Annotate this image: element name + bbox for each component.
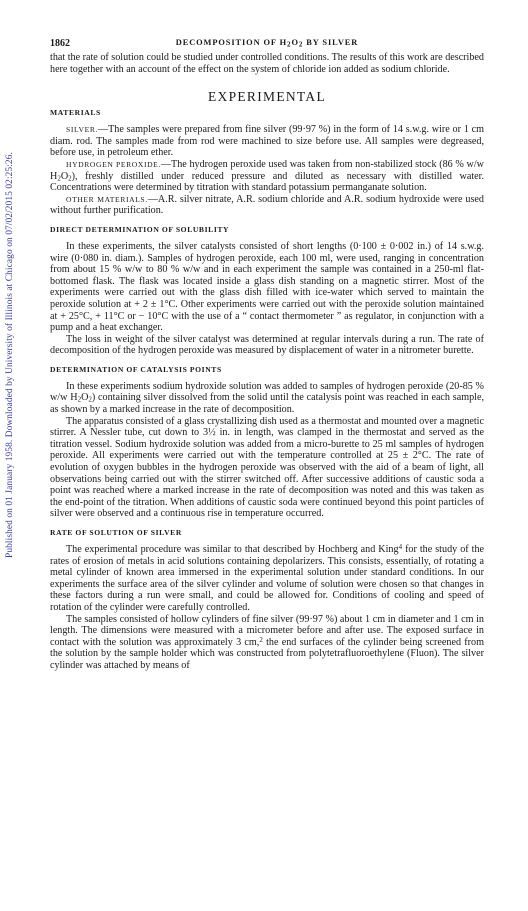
other-materials-runin: OTHER MATERIALS. — [66, 194, 148, 204]
catalysis-paragraph-2: The apparatus consisted of a glass crystallizing dish used as a thermostat and mounted over a magnetic stirrer. A Nessler tube, cut down to 3½ in. in length, was clamped in the thermostat and served as the titration vessel. Sodium hydroxide solution was added from a micro-burette to 25 ml samples of hydrogen peroxide. All experiments were carried out with the temperature controlled at 25 ± 2°C. The rate of evolution of oxygen bubbles in the hydrogen peroxide was observed with the aid of a beam of light, all observations being carried out with the stirrer switched off. After successive additions of caustic soda a point was reached where a marked increase in the rate of decomposition was noted and this was taken as the end-point of the titration. When additions of caustic soda were continued beyond this point particles of silver were observed and a continuous rise in temperature occurred. — [50, 415, 484, 520]
peroxide-paragraph — [50, 159, 484, 194]
rate-heading: RATE OF SOLUTION OF SILVER — [50, 528, 182, 537]
download-watermark — [2, 120, 18, 590]
section-title-experimental: EXPERIMENTAL — [207, 89, 326, 105]
solubility-heading: DIRECT DETERMINATION OF SOLUBILITY — [50, 224, 230, 234]
rate-text-b: for the study of the rates of erosion of metals in acid solutions containing depolarizers. This consists, essentially, of rotating a metal cylinder of known area immersed in the experimental solution under standard conditions. In our experiments the surface area of the silver cylinder and volume of solution were chosen so that changes in these factors during a run were small, and could be allowed for. Conditions of cooling and speed of rotation of the cylinder were carefully controlled. — [50, 544, 484, 613]
running-title-prefix: DECOMPOSITION OF H — [175, 38, 288, 47]
peroxide-text-a: —The hydrogen peroxide used was taken from non-stabilized stock (86 % w/w H — [50, 158, 484, 182]
rate-text-2b: the end surfaces of the cylinder being screened from the solution by the sample holder which was constructed from polytetrafluoroethylene (Fluon). The silver cylinder was attached by means of — [50, 636, 484, 671]
reference-marker: 4 — [398, 543, 403, 551]
page-header — [50, 38, 484, 52]
running-title-mid: O — [291, 38, 299, 47]
other-materials-paragraph — [50, 194, 484, 217]
catalysis-text-a: In these experiments sodium hydroxide solution was added to samples of hydrogen peroxide (20-85 % w/w H — [50, 380, 484, 404]
silver-text: —The samples were prepared from fine silver (99·97 %) in the form of 14 s.w.g. wire or 1 cm diam. rod. The samples made from rod were machined to size before use. All samples were degreased, before use, in petroleum ether. — [50, 124, 484, 159]
page-number: 1862 — [50, 38, 70, 49]
catalysis-paragraph-1 — [50, 381, 484, 416]
rate-paragraph-2 — [50, 614, 484, 672]
intro-paragraph: that the rate of solution could be studied under controlled conditions. The results of this work are described here together with an account of the effect on the system of chloride ion added as sodium chloride. — [50, 52, 484, 75]
rate-paragraph-1 — [50, 544, 484, 614]
rate-text-2a: The samples consisted of hollow cylinders of fine silver (99·97 %) about 1 cm in diameter and 1 cm in length. The dimensions were measured with a micrometer before and after use. The exposed surface in contact with the solution was approximately 3 cm, — [50, 613, 484, 648]
paper-page — [50, 38, 484, 672]
solubility-paragraph-1: In these experiments, the silver catalysts consisted of short lengths (0·100 ± 0·002 in.) of 14 s.w.g. wire (0·080 in. diam.). Samples of hydrogen peroxide, each 100 ml, were used, ranging in concentration from about 15 % w/w to 80 % w/w and in each experiment the sample was contained in a 250-ml flat-bottomed flask. The flask was located inside a glass dish standing on a magnetic stirrer. Most of the experiments were carried out with the glass dish filled with ice-water which served to maintain the peroxide solution at + 2 ± 1°C. Other experiments were carried out with the peroxide solution maintained at + 25°C, + 11°C or − 10°C with the use of a “ contact thermometer ” as regulator, in conjunction with a pump and a heat exchanger. — [50, 240, 484, 334]
silver-paragraph — [50, 124, 484, 159]
catalysis-sub-2: 2 — [88, 395, 92, 404]
catalysis-formula-o: O — [81, 392, 89, 404]
silver-runin: SILVER. — [66, 125, 98, 135]
peroxide-text-b: ), freshly distilled under reduced pressure and diluted as necessary with distilled water. Concentrations were determined by titration with standard potassium permanganate solution. — [50, 170, 484, 194]
running-title — [50, 38, 484, 47]
catalysis-text-b: ) containing silver dissolved from the solid until the catalysis point was reached in each sample, as shown by a marked increase in the rate of decomposition. — [50, 392, 485, 416]
materials-heading: MATERIALS — [50, 108, 101, 118]
peroxide-formula-o: O — [60, 170, 69, 182]
peroxide-sub-1: 2 — [57, 174, 61, 183]
solubility-paragraph-2: The loss in weight of the silver catalyst was determined at regular intervals during a run. The rate of decomposition of the hydrogen peroxide was measured by displacement of water in a nitrometer burette. — [50, 333, 484, 357]
catalysis-heading: DETERMINATION OF CATALYSIS POINTS — [50, 364, 222, 374]
other-materials-text: —A.R. silver nitrate, A.R. sodium chloride and A.R. sodium hydroxide were used without further purification. — [50, 193, 484, 217]
running-title-sub-1: 2 — [287, 40, 292, 49]
running-title-sub-2: 2 — [298, 40, 304, 49]
peroxide-runin: HYDROGEN PEROXIDE. — [66, 159, 161, 169]
rate-text-a: The experimental procedure was similar to that described by Hochberg and King — [66, 544, 399, 555]
running-title-suffix: BY SILVER — [303, 38, 359, 47]
download-watermark-text: Published on 01 January 1958. Downloaded by University of Illinois at Chicago on 07/02/2015 02:25:26. — [5, 152, 15, 558]
superscript-2: 2 — [259, 635, 263, 644]
catalysis-sub-1: 2 — [77, 395, 82, 404]
peroxide-sub-2: 2 — [68, 174, 72, 183]
